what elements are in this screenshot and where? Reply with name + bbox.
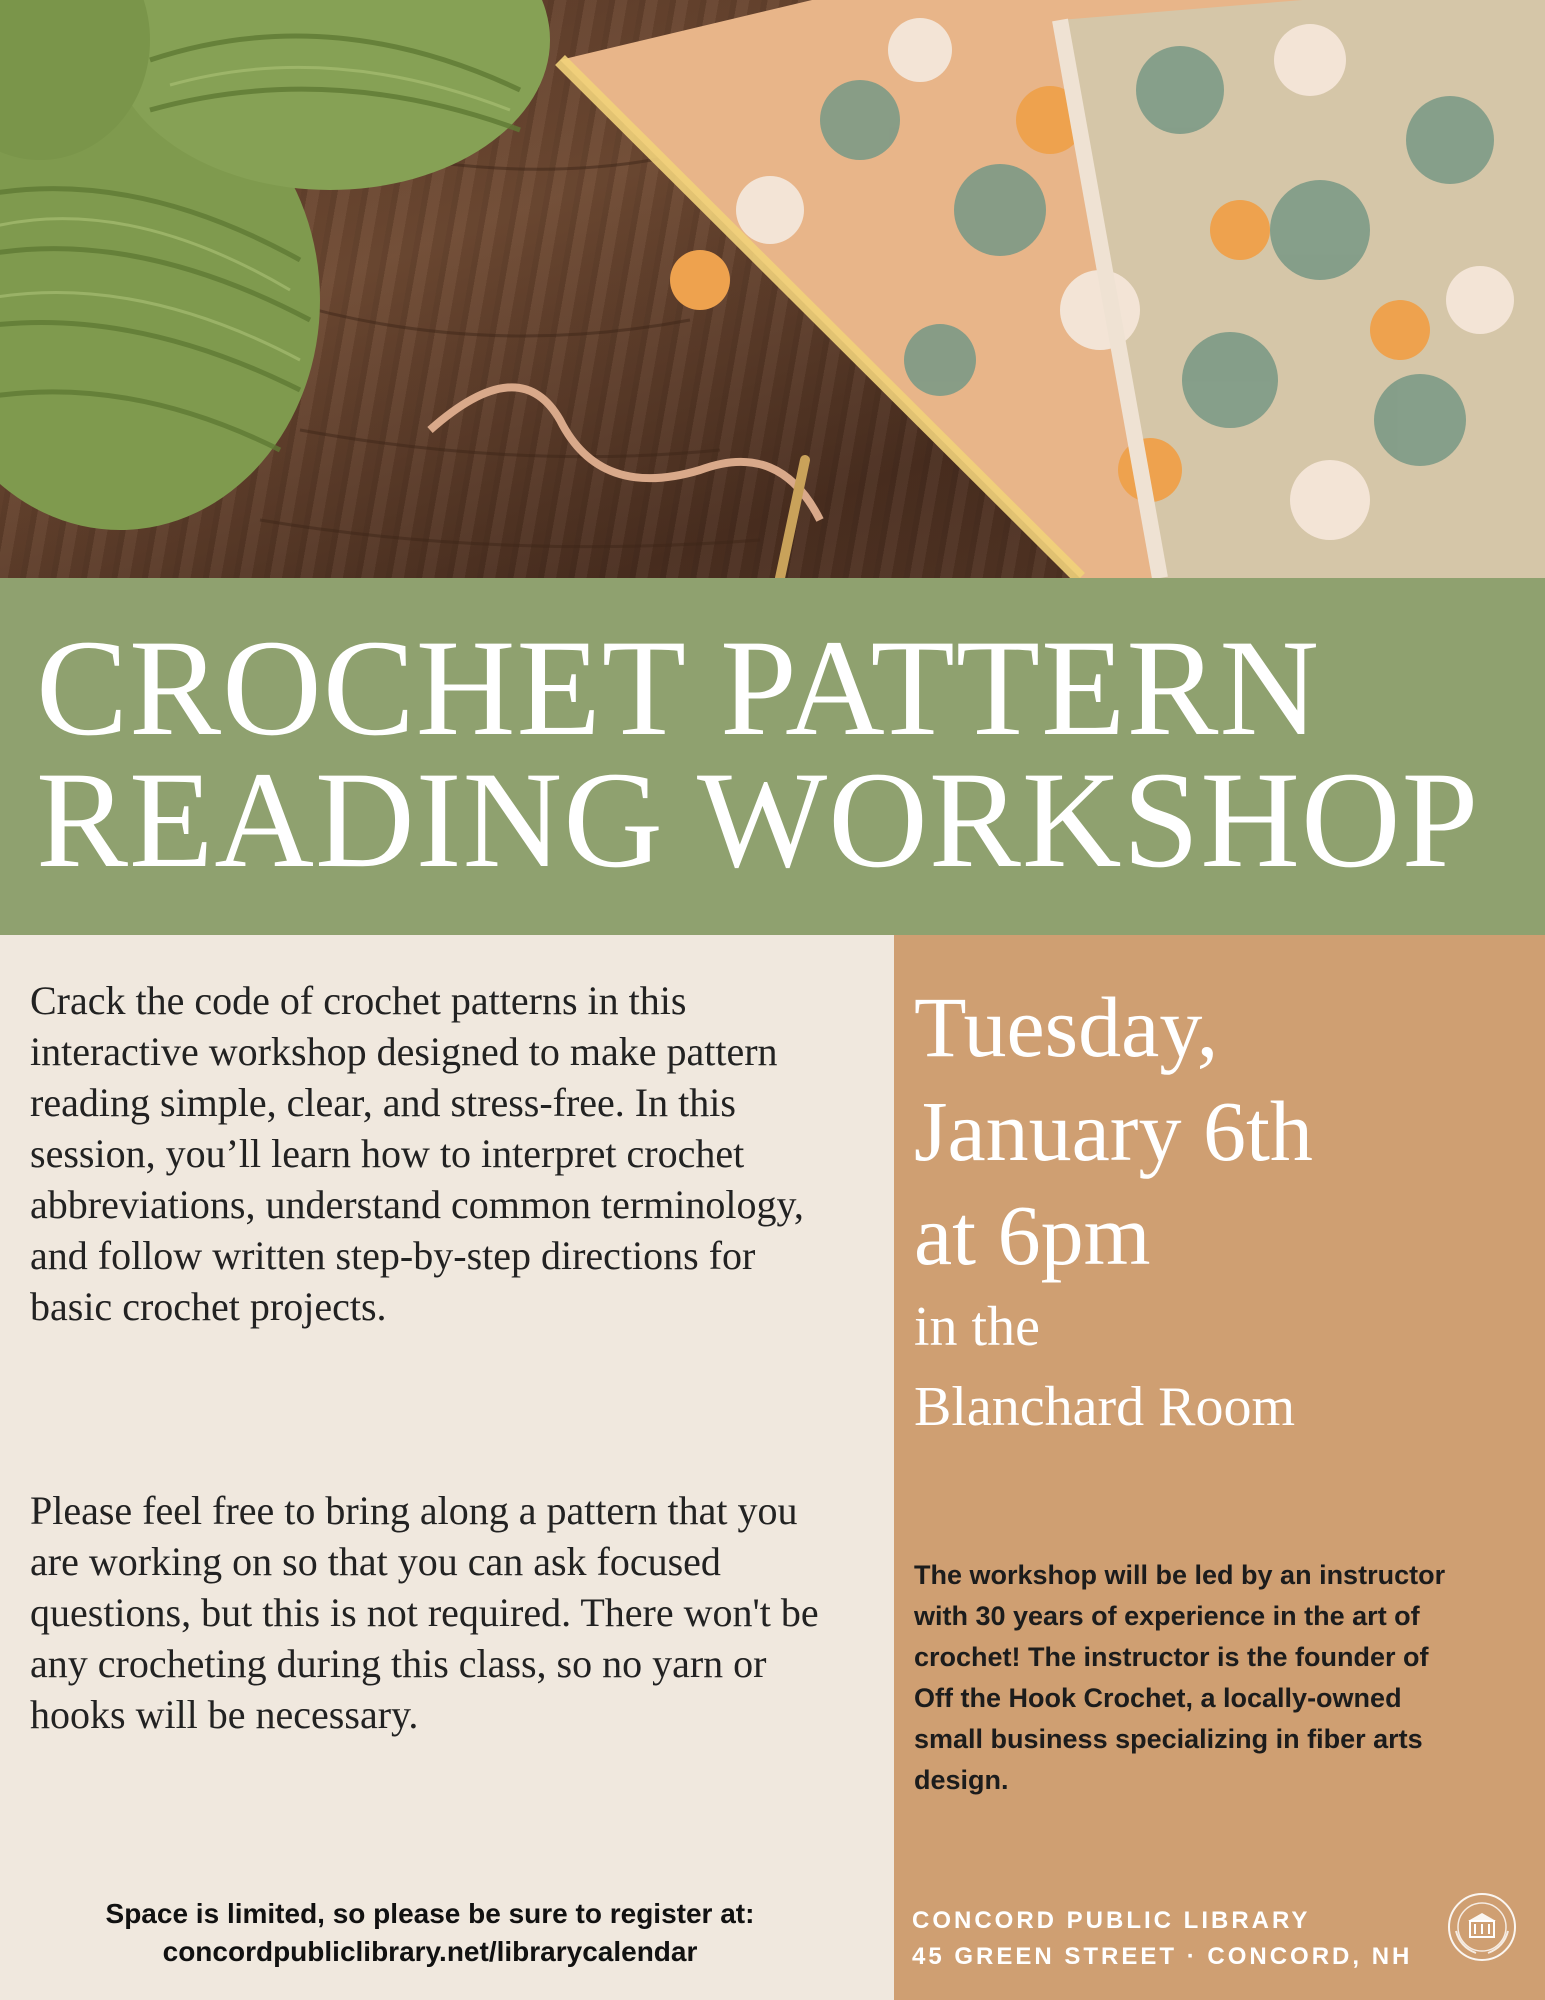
title-line-1: CROCHET PATTERN <box>36 611 1321 764</box>
library-seal-icon <box>1446 1891 1518 1963</box>
title-line-2: READING WORKSHOP <box>36 743 1480 896</box>
registration-url[interactable]: concordpubliclibrary.net/librarycalendar <box>162 1936 698 1967</box>
crochet-yarn-illustration <box>0 0 1545 578</box>
event-details-panel <box>894 935 1545 2000</box>
registration-note <box>0 1895 860 1971</box>
event-location: Blanchard Room <box>914 1376 1296 1438</box>
event-location-prefix: in the <box>914 1296 1040 1358</box>
library-address: 45 GREEN STREET · CONCORD, NH <box>912 1943 1413 1970</box>
hero-photo <box>0 0 1545 578</box>
library-name: CONCORD PUBLIC LIBRARY <box>912 1907 1311 1934</box>
event-time: at 6pm <box>914 1187 1151 1283</box>
library-footer <box>912 1903 1432 1975</box>
registration-text: Space is limited, so please be sure to register at: <box>105 1898 755 1929</box>
description-panel <box>0 935 894 2000</box>
event-datetime <box>914 975 1534 1447</box>
instructor-info: The workshop will be led by an instructor with 30 years of experience in the art of crochet! The instructor is the founder of Off the Hook Crochet, a locally-owned small business specializing in fiber arts design. <box>914 1560 1446 1795</box>
event-day: Tuesday, <box>914 979 1219 1075</box>
event-date: January 6th <box>914 1083 1313 1179</box>
description-paragraph-1: Crack the code of crochet patterns in this interactive workshop designed to make pattern reading simple, clear, and stress-free. In this session, you’ll learn how to interpret crochet abbreviations, understand common terminology, and follow written step-by-step directions for basic crochet projects. <box>30 978 804 1329</box>
title-band <box>0 578 1545 935</box>
description-paragraph-2: Please feel free to bring along a pattern that you are working on so that you can ask focused questions, but this is not required. There won't be any crocheting during this class, so no yarn or hooks will be necessary. <box>30 1488 819 1737</box>
granny-squares <box>560 0 1545 578</box>
